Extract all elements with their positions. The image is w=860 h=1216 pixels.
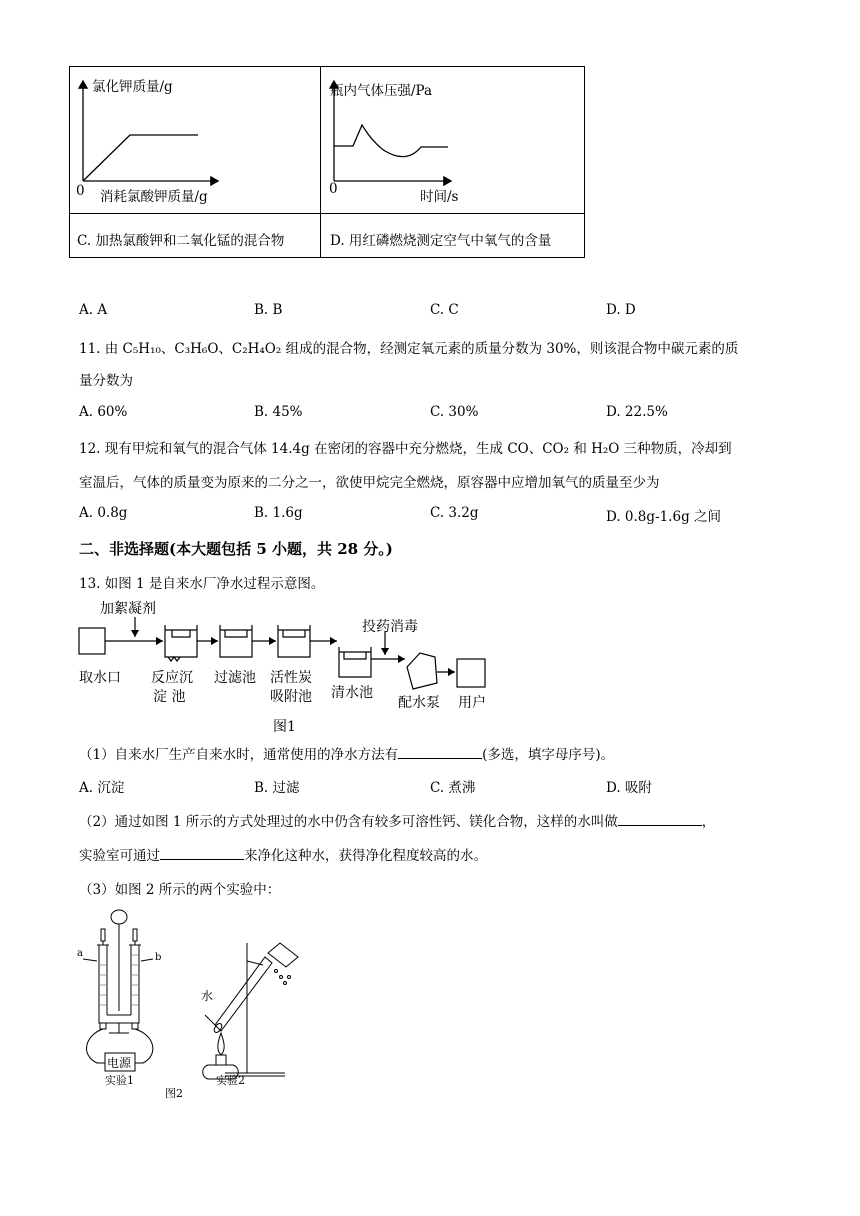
q11-option-b: B. 45% (254, 404, 303, 420)
q13-sub1-blank[interactable] (398, 746, 482, 759)
chart-c-ylabel: 氯化钾质量/g (92, 79, 173, 95)
fig1-label-carbon-2: 吸附池 (270, 689, 312, 705)
fig2-label-exp1: 实验1 (105, 1074, 134, 1087)
q11-option-a: A. 60% (79, 404, 128, 420)
q11-option-d: D. 22.5% (606, 404, 668, 420)
fig1-caption: 图1 (273, 719, 296, 735)
q13-sub1-option-d: D. 吸附 (606, 780, 652, 796)
intake-box (79, 628, 105, 654)
electrolysis-apparatus (83, 910, 153, 1071)
answer-table (69, 66, 585, 258)
fig2-label-a: a (77, 948, 83, 959)
fig2-caption: 图2 (165, 1087, 183, 1100)
q13-sub2-line2 (79, 844, 487, 864)
fig2-label-power: 电源 (107, 1056, 132, 1070)
chart-c-caption: C. 加热氯酸钾和二氧化锰的混合物 (77, 233, 285, 249)
fig1-label-carbon-1: 活性炭 (270, 670, 312, 686)
q13-sub2-blank-2[interactable] (160, 847, 244, 860)
chart-d-xlabel: 时间/s (420, 189, 459, 205)
q13-sub2-line2-after: 来净化这种水，获得净化程度较高的水。 (244, 848, 487, 864)
q13-intro: 13. 如图 1 是自来水厂净水过程示意图。 (79, 576, 325, 592)
filter-tank (220, 625, 252, 657)
q13-sub1-option-c: C. 煮沸 (430, 780, 476, 796)
q13-sub1-text (79, 743, 614, 763)
chart-d-origin: 0 (329, 181, 338, 197)
sedimentation-tank (165, 625, 197, 657)
table-horizontal-divider (70, 213, 584, 214)
fig1-label-disinfect: 投药消毒 (362, 619, 418, 635)
q11-option-c: C. 30% (430, 404, 479, 420)
fig1-label-pump: 配水泵 (398, 695, 440, 711)
carbon-tank (278, 625, 310, 657)
q10-option-c: C. C (430, 302, 459, 318)
pump-shape (407, 653, 437, 689)
fig1-label-filter: 过滤池 (214, 670, 256, 686)
fig1-label-user: 用户 (458, 695, 486, 711)
q12-option-c: C. 3.2g (430, 505, 479, 521)
fig2-label-b: b (155, 952, 162, 963)
q13-sub2-line1 (79, 810, 715, 830)
q13-sub2-blank-1[interactable] (618, 813, 702, 826)
fig2-label-water: 水 (201, 989, 214, 1003)
chart-c-curve (83, 135, 198, 181)
chart-c-origin: 0 (76, 183, 85, 199)
q13-sub1-after: (多选，填字母序号)。 (482, 747, 615, 763)
fig1-label-flocculant: 加絮凝剂 (100, 601, 156, 617)
q10-option-b: B. B (254, 302, 283, 318)
q11-text-line2: 量分数为 (79, 373, 133, 389)
q12-text-line1: 12. 现有甲烷和氧气的混合气体 14.4g 在密闭的容器中充分燃烧，生成 CO、CO₂ 和 H₂O 三种物质，冷却到 (79, 441, 732, 457)
fig2-label-exp2: 实验2 (216, 1074, 245, 1087)
chart-d-ylabel: 瓶内气体压强/Pa (330, 83, 433, 99)
q12-option-d: D. 0.8g-1.6g 之间 (606, 509, 722, 525)
q12-option-a: A. 0.8g (79, 505, 128, 521)
q12-text-line2: 室温后，气体的质量变为原来的二分之一，欲使甲烷完全燃烧，原容器中应增加氧气的质量至少为 (79, 475, 660, 491)
q13-sub2-line1-before: （2）通过如图 1 所示的方式处理过的水中仍含有较多可溶性钙、镁化合物，这样的水叫做 (79, 814, 618, 830)
q13-sub3-text: （3）如图 2 所示的两个实验中： (79, 882, 281, 898)
fig1-label-sediment-2: 淀 池 (153, 689, 186, 705)
chart-c-xlabel: 消耗氯酸钾质量/g (100, 189, 208, 205)
q10-option-d: D. D (606, 302, 636, 318)
q10-option-a: A. A (79, 302, 108, 318)
user-box (457, 659, 485, 687)
q13-sub2-line1-after: ， (701, 814, 716, 830)
q11-text-line1: 11. 由 C₅H₁₀、C₃H₆O、C₂H₄O₂ 组成的混合物，经测定氧元素的质量分数为 30%，则该混合物中碳元素的质 (79, 341, 739, 357)
fig1-label-intake: 取水口 (79, 670, 121, 686)
chart-d-curve (334, 125, 448, 157)
clear-water-tank (339, 647, 371, 677)
q13-sub2-line2-before: 实验室可通过 (79, 848, 160, 864)
fig1-label-sediment-1: 反应沉 (151, 670, 193, 686)
q12-option-b: B. 1.6g (254, 505, 303, 521)
q13-sub1-option-b: B. 过滤 (254, 780, 300, 796)
q13-sub1-before: （1）自来水厂生产自来水时，通常使用的净水方法有 (79, 747, 399, 763)
fig1-label-clear: 清水池 (331, 685, 373, 701)
q13-sub1-option-a: A. 沉淀 (79, 780, 125, 796)
section-2-title: 二、非选择题(本大题包括 5 小题，共 28 分。) (79, 540, 393, 558)
chart-d-caption: D. 用红磷燃烧测定空气中氧气的含量 (330, 233, 552, 249)
heating-apparatus (203, 943, 298, 1079)
